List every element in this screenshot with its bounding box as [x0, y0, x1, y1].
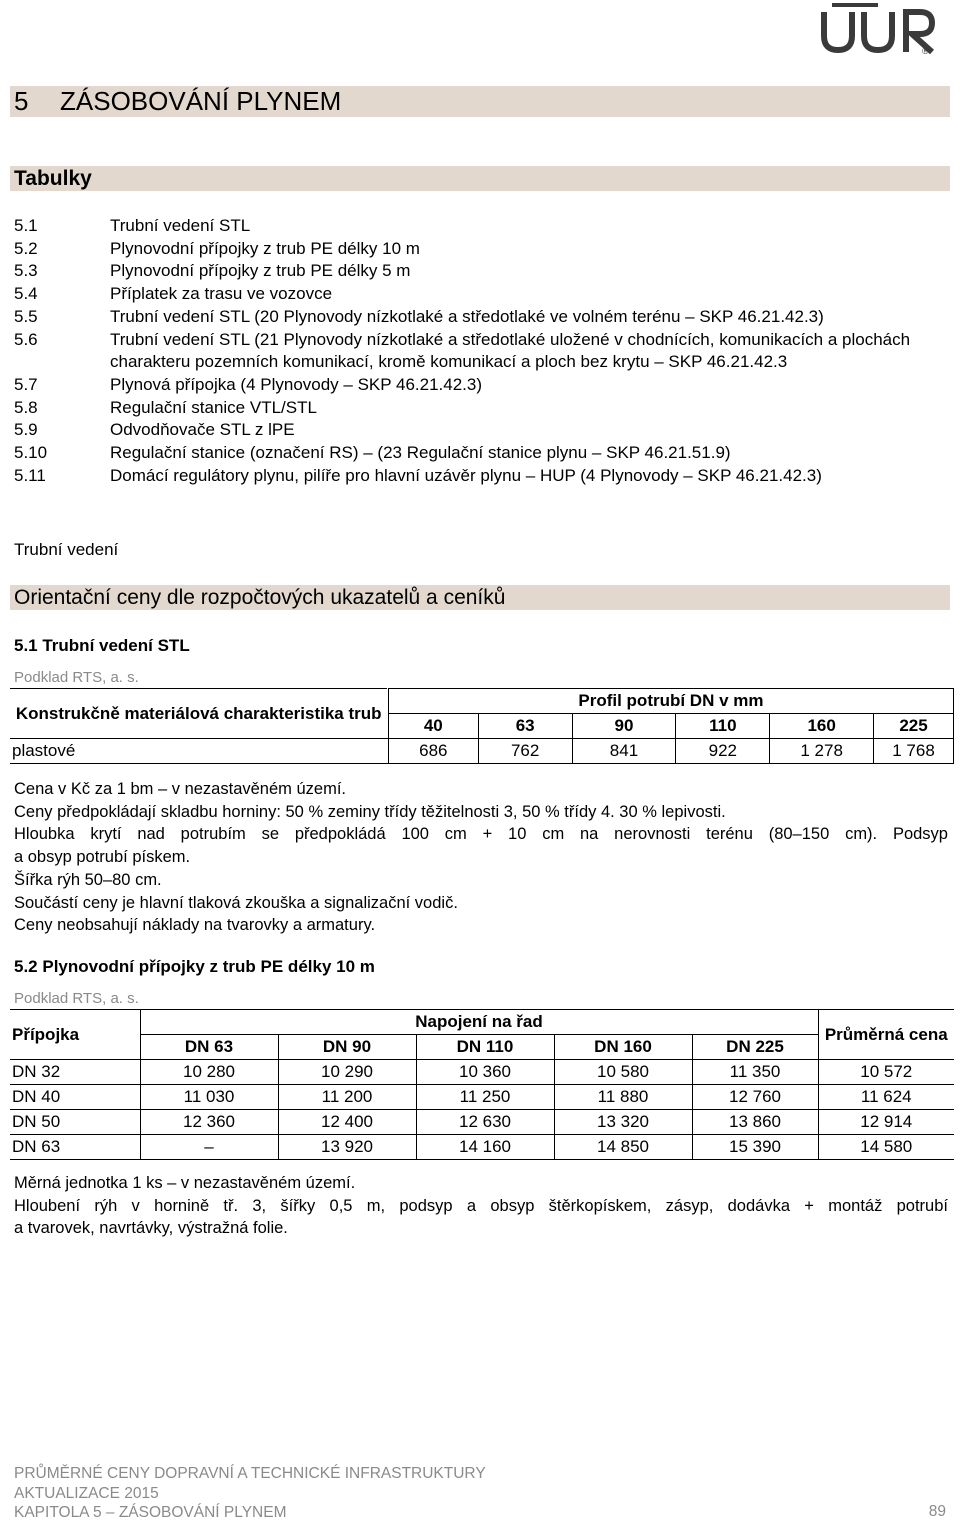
toc-title: Regulační stanice VTL/STL — [110, 397, 317, 417]
table-51 — [10, 688, 954, 764]
chapter-title: ZÁSOBOVÁNÍ PLYNEM — [60, 86, 342, 116]
table-cell: 10 360 — [416, 1060, 554, 1085]
chapter-heading — [10, 86, 950, 117]
table-cell: 1 768 — [874, 739, 954, 764]
toc-title: Regulační stanice (označení RS) – (23 Regulační stanice plynu – SKP 46.21.51.9) — [110, 443, 731, 463]
table-cell: 11 250 — [416, 1085, 554, 1110]
table-row — [10, 1085, 954, 1110]
table-52-avg-cell: 10 572 — [818, 1060, 954, 1085]
table-51-heading: 5.1 Trubní vedení STL — [14, 636, 190, 655]
toc-number: 5.6 — [14, 329, 38, 349]
toc-number: 5.1 — [14, 216, 38, 235]
table-cell: 14 850 — [554, 1135, 692, 1160]
toc-number: 5.2 — [14, 238, 38, 258]
table-51-dn-header: 40 — [388, 714, 478, 739]
table-52-row-label: DN 50 — [10, 1110, 140, 1135]
table-cell: 11 350 — [692, 1060, 818, 1085]
tables-heading: Tabulky — [10, 166, 950, 191]
table-row — [10, 1060, 954, 1085]
chapter-number: 5 — [14, 86, 29, 116]
toc-number: 5.3 — [14, 261, 38, 281]
table-51-source: Podklad RTS, a. s. — [14, 669, 139, 686]
table-52-row-label: DN 32 — [10, 1060, 140, 1085]
section-trubni-vedeni: Trubní vedení — [14, 540, 119, 559]
registered-mark: ® — [922, 46, 929, 56]
table-cell: 11 880 — [554, 1085, 692, 1110]
table-cell: 1 278 — [770, 739, 874, 764]
table-52-avg-label: Průměrná cena — [818, 1010, 954, 1060]
note: a obsyp potrubí pískem. — [14, 848, 191, 867]
table-52-avg-cell: 12 914 — [818, 1110, 954, 1135]
note: a tvarovek, navrtávky, výstražná folie. — [14, 1219, 288, 1238]
note: Šířka rýh 50–80 cm. — [14, 870, 162, 889]
toc-item — [14, 215, 944, 238]
table-52-source: Podklad RTS, a. s. — [14, 990, 139, 1007]
table-cell: – — [140, 1135, 278, 1160]
table-cell: 15 390 — [692, 1135, 818, 1160]
table-row — [10, 1135, 954, 1160]
table-51-group-label: Profil potrubí DN v mm — [388, 689, 953, 714]
table-cell: 10 290 — [278, 1060, 416, 1085]
table-51-notes — [14, 778, 948, 937]
toc-number: 5.5 — [14, 306, 38, 326]
note: Hloubka krytí nad potrubím se předpokládá 100 cm + 10 cm na nerovnosti terénu (80–150 cm). Podsyp — [14, 825, 948, 844]
page-number: 89 — [928, 1503, 946, 1520]
toc-item — [14, 397, 944, 420]
table-52-avg-cell: 14 580 — [818, 1135, 954, 1160]
table-52-row-label: DN 63 — [10, 1135, 140, 1160]
table-52-col-header: DN 160 — [554, 1035, 692, 1060]
toc-item — [14, 283, 944, 306]
table-cell: 686 — [388, 739, 478, 764]
table-52-col-header: DN 110 — [416, 1035, 554, 1060]
toc-number: 5.9 — [14, 420, 38, 440]
table-51-dn-header: 90 — [572, 714, 676, 739]
table-row — [10, 739, 954, 764]
table-51-row-label: plastové — [10, 739, 388, 764]
table-cell: 12 630 — [416, 1110, 554, 1135]
table-51-dn-header: 63 — [478, 714, 572, 739]
toc-item — [14, 374, 944, 397]
toc-number: 5.7 — [14, 374, 38, 394]
toc-item — [14, 306, 944, 329]
toc-item — [14, 260, 944, 283]
note: Součástí ceny je hlavní tlaková zkouška a signalizační vodič. — [14, 893, 458, 912]
table-cell: 762 — [478, 739, 572, 764]
uur-logo — [818, 2, 942, 56]
toc-number: 5.10 — [14, 443, 48, 463]
orientacni-heading: Orientační ceny dle rozpočtových ukazatelů a ceníků — [10, 585, 950, 610]
table-52-heading: 5.2 Plynovodní přípojky z trub PE délky 10 m — [14, 957, 375, 976]
table-cell: 12 400 — [278, 1110, 416, 1135]
toc-title: Plynová přípojka (4 Plynovody – SKP 46.21.42.3) — [110, 374, 483, 394]
note: Cena v Kč za 1 bm – v nezastavěném území. — [14, 780, 346, 798]
toc-number: 5.8 — [14, 397, 38, 417]
table-52-col-header: DN 225 — [692, 1035, 818, 1060]
toc-title: Trubní vedení STL (20 Plynovody nízkotlaké a středotlaké ve volném terénu – SKP 46.21.42.3) — [110, 306, 824, 326]
table-cell: 11 030 — [140, 1085, 278, 1110]
table-cell: 841 — [572, 739, 676, 764]
toc-title: Příplatek za trasu ve vozovce — [110, 284, 333, 304]
table-cell: 13 320 — [554, 1110, 692, 1135]
footer-line-3: KAPITOLA 5 – ZÁSOBOVÁNÍ PLYNEM — [14, 1504, 287, 1521]
table-cell: 922 — [676, 739, 770, 764]
note: Ceny neobsahují náklady na tvarovky a armatury. — [14, 916, 376, 935]
toc-number: 5.4 — [14, 284, 38, 304]
table-cell: 13 860 — [692, 1110, 818, 1135]
table-cell: 10 280 — [140, 1060, 278, 1085]
table-51-col-label: Konstrukčně materiálová charakteristika trub — [10, 689, 387, 739]
note: Hloubení rýh v hornině tř. 3, šířky 0,5 m, podsyp a obsyp štěrkopískem, zásyp, dodávka + montáž potrubí — [14, 1196, 948, 1215]
toc-number: 5.11 — [14, 465, 46, 485]
toc-title: Plynovodní přípojky z trub PE délky 10 m — [110, 238, 420, 258]
table-52 — [10, 1009, 954, 1160]
footer-line-2: AKTUALIZACE 2015 — [14, 1485, 159, 1502]
toc-item — [14, 465, 944, 488]
table-row — [10, 1110, 954, 1135]
note: Ceny předpokládají skladbu horniny: 50 % zeminy třídy těžitelnosti 3, 50 % třídy 4. 30 % lepivosti. — [14, 802, 726, 821]
table-52-row-label: DN 40 — [10, 1085, 140, 1110]
table-cell: 14 160 — [416, 1135, 554, 1160]
toc-item — [14, 329, 944, 374]
toc-item — [14, 419, 944, 442]
table-cell: 11 200 — [278, 1085, 416, 1110]
table-cell: 12 360 — [140, 1110, 278, 1135]
table-cell: 10 580 — [554, 1060, 692, 1085]
toc-item — [14, 442, 944, 465]
table-51-dn-header: 110 — [676, 714, 770, 739]
table-51-dn-header: 160 — [770, 714, 874, 739]
table-52-col-header: DN 90 — [278, 1035, 416, 1060]
table-52-notes — [14, 1172, 948, 1240]
table-cell: 12 760 — [692, 1085, 818, 1110]
toc-title: Trubní vedení STL — [110, 216, 251, 235]
toc-title: Trubní vedení STL (21 Plynovody nízkotlaké a středotlaké uložené v chodnících, komunikacích a plochách charakteru pozemních komunikací, kromě komunikací a ploch bez krytu – SKP 46.21.42.3 — [110, 329, 911, 372]
toc-title: Plynovodní přípojky z trub PE délky 5 m — [110, 261, 411, 281]
table-of-contents — [14, 215, 944, 487]
table-52-col-header: DN 63 — [140, 1035, 278, 1060]
table-cell: 13 920 — [278, 1135, 416, 1160]
footer-line-1: PRŮMĚRNÉ CENY DOPRAVNÍ A TECHNICKÉ INFRASTRUKTURY — [14, 1465, 486, 1482]
note: Měrná jednotka 1 ks – v nezastavěném území. — [14, 1174, 356, 1192]
table-52-avg-cell: 11 624 — [818, 1085, 954, 1110]
toc-title: Odvodňovače STL z lPE — [110, 420, 295, 440]
table-51-dn-header: 225 — [874, 714, 954, 739]
toc-title: Domácí regulátory plynu, pilíře pro hlavní uzávěr plynu – HUP (4 Plynovody – SKP 46.21.42.3) — [110, 465, 822, 485]
table-52-col-label: Přípojka — [10, 1010, 140, 1060]
toc-item — [14, 238, 944, 261]
table-52-group-label: Napojení na řad — [140, 1010, 818, 1035]
